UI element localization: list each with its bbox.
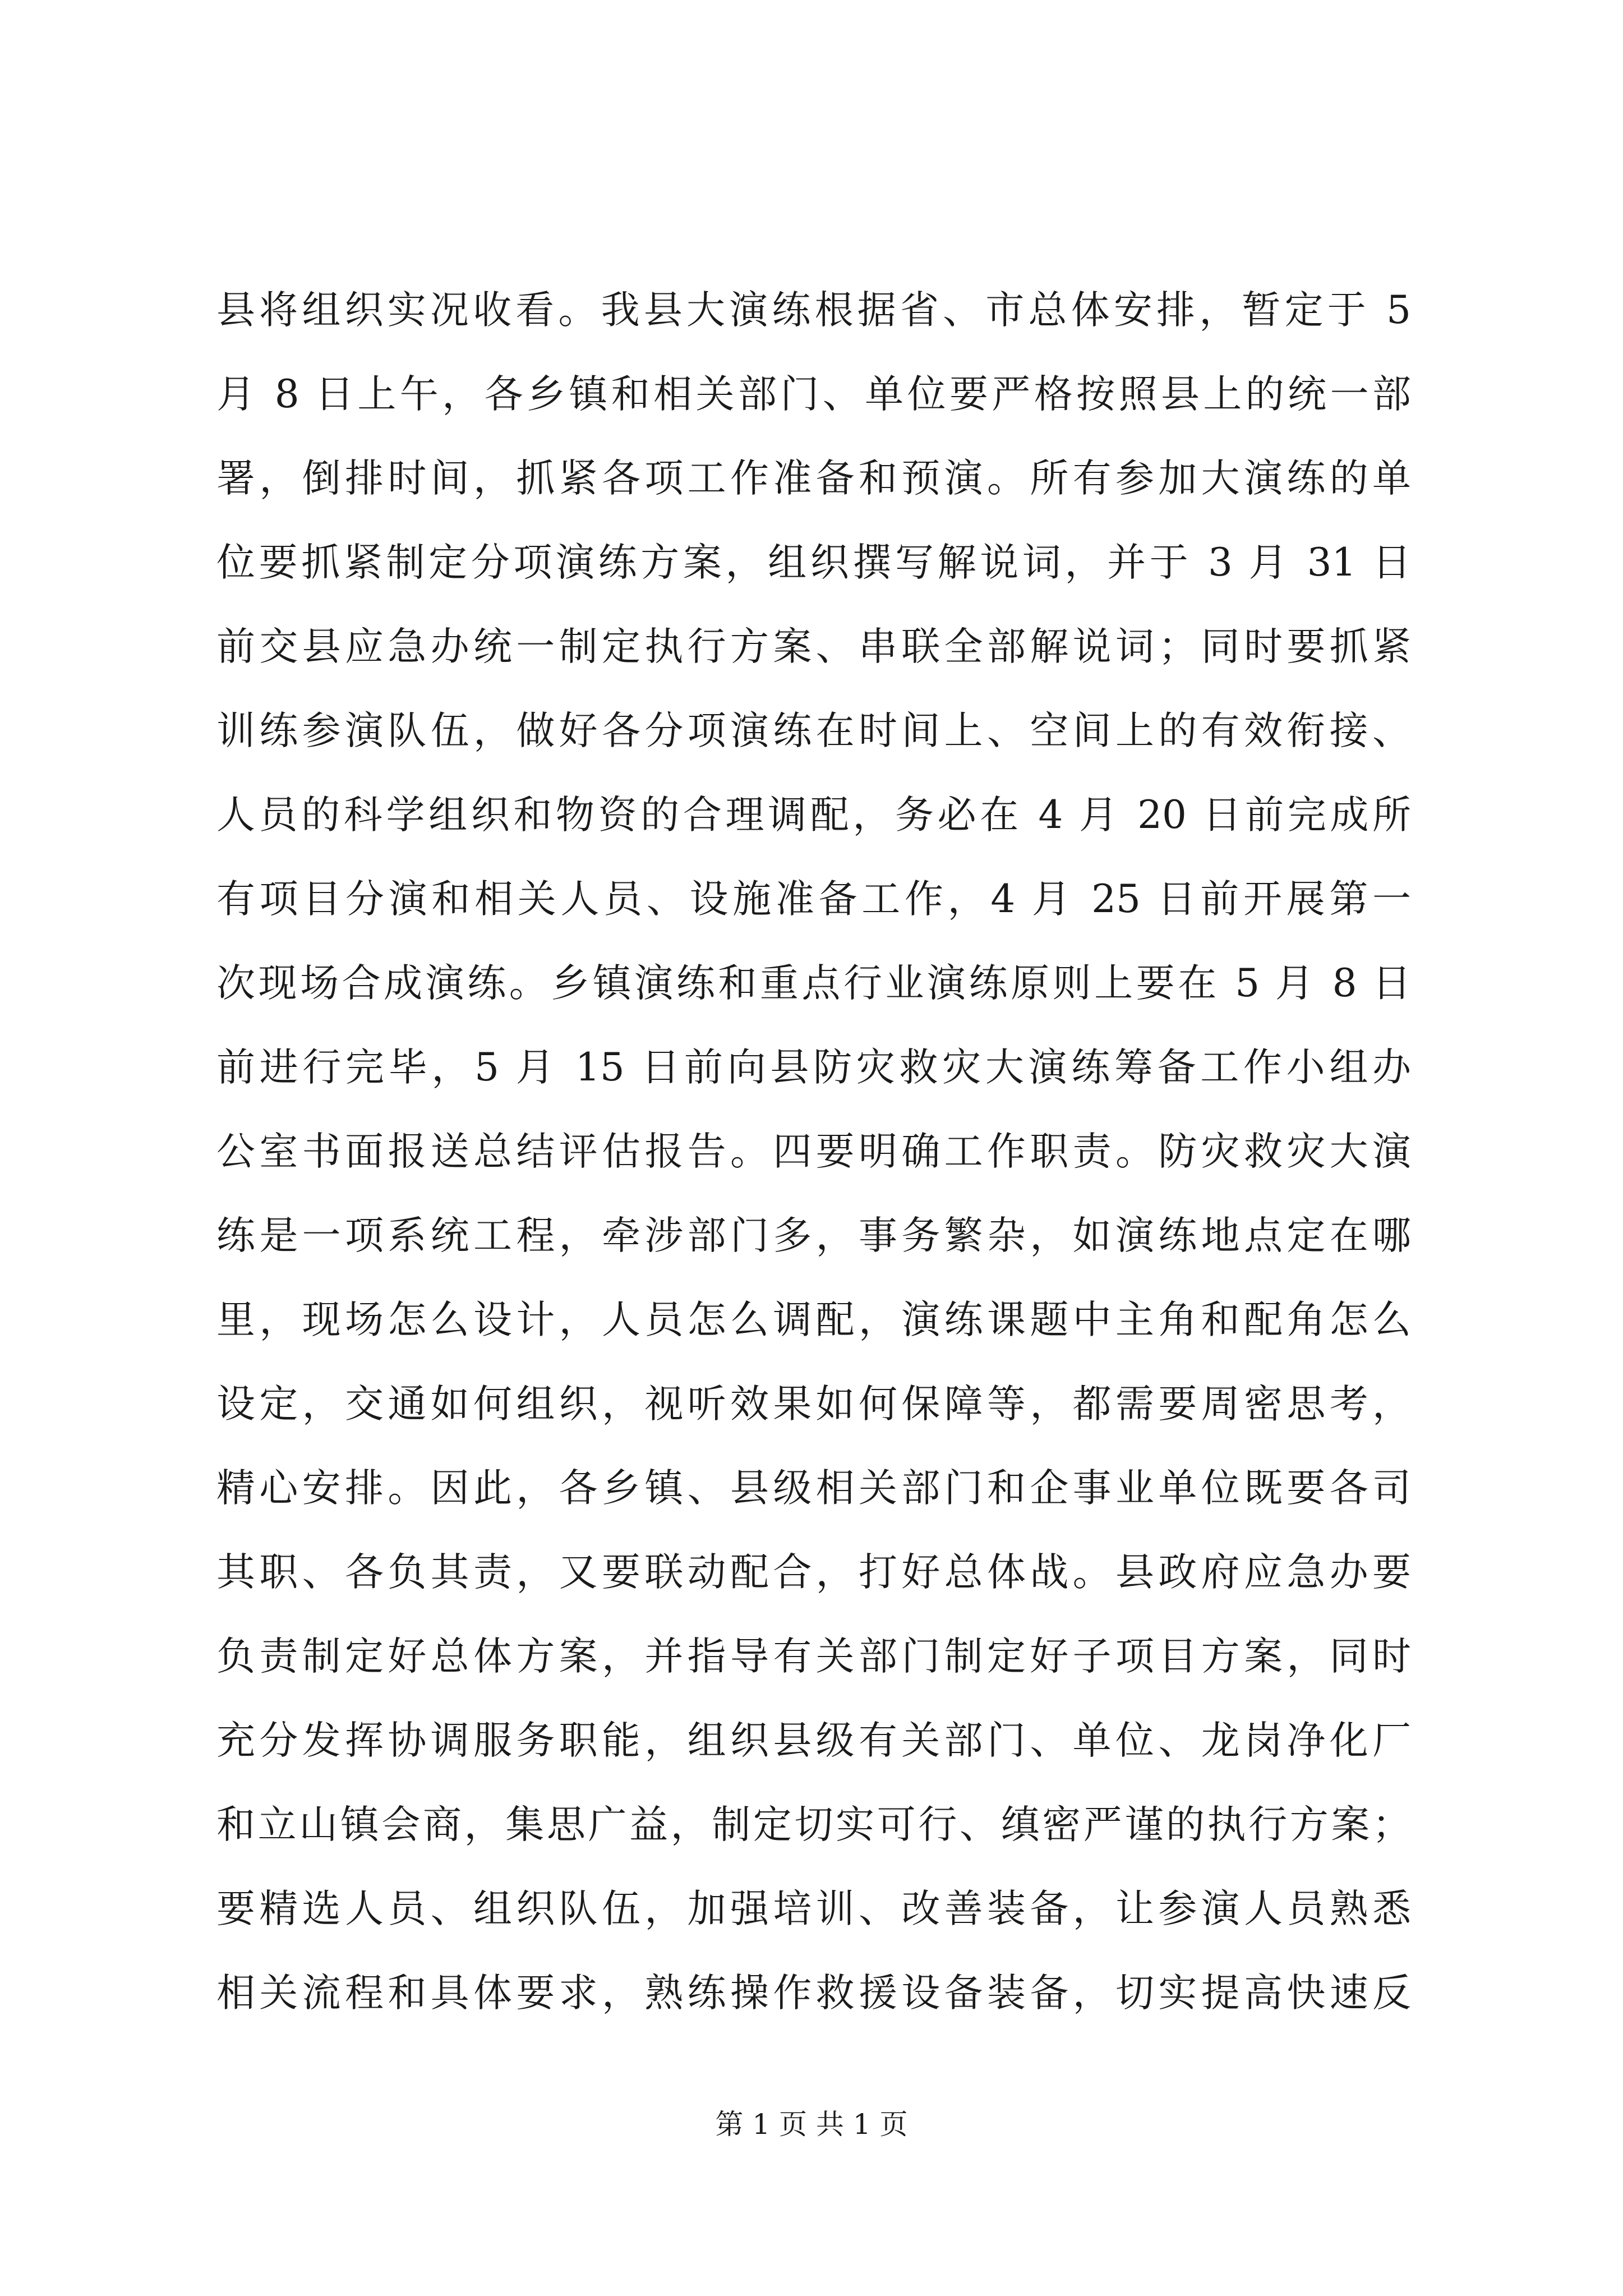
- text-line: 公室书面报送总结评估报告。四要明确工作职责。防灾救灾大演: [216, 1129, 1411, 1174]
- text-line: 前进行完毕，5 月 15 日前向县防灾救灾大演练筹备工作小组办: [216, 1045, 1411, 1090]
- text-line: 要精选人员、组织队伍，加强培训、改善装备，让参演人员熟悉: [216, 1887, 1411, 1931]
- page-number-footer: 第 1 页 共 1 页: [715, 2108, 908, 2141]
- text-line: 次现场合成演练。乡镇演练和重点行业演练原则上要在 5 月 8 日: [216, 961, 1411, 1006]
- text-line: 相关流程和具体要求，熟练操作救援设备装备，切实提高快速反: [216, 1971, 1411, 2016]
- text-line: 负责制定好总体方案，并指导有关部门制定好子项目方案，同时: [216, 1634, 1411, 1679]
- text-line: 精心安排。因此，各乡镇、县级相关部门和企事业单位既要各司: [216, 1466, 1411, 1511]
- text-line: 训练参演队伍，做好各分项演练在时间上、空间上的有效衔接、: [216, 708, 1411, 753]
- text-line: 县将组织实况收看。我县大演练根据省、市总体安排，暂定于 5: [216, 288, 1411, 333]
- text-line: 人员的科学组织和物资的合理调配，务必在 4 月 20 日前完成所: [216, 793, 1411, 838]
- text-line: 前交县应急办统一制定执行方案、串联全部解说词；同时要抓紧: [216, 624, 1411, 669]
- body-text: [216, 268, 1411, 2035]
- text-line: 位要抓紧制定分项演练方案，组织撰写解说词，并于 3 月 31 日: [216, 540, 1411, 585]
- text-line: 练是一项系统工程，牵涉部门多，事务繁杂，如演练地点定在哪: [216, 1213, 1411, 1258]
- text-line: 里，现场怎么设计，人员怎么调配，演练课题中主角和配角怎么: [216, 1297, 1411, 1342]
- text-line: 设定，交通如何组织，视听效果如何保障等，都需要周密思考，: [216, 1382, 1411, 1427]
- text-line: 和立山镇会商，集思广益，制定切实可行、缜密严谨的执行方案；: [216, 1802, 1411, 1847]
- text-line: 有项目分演和相关人员、设施准备工作，4 月 25 日前开展第一: [216, 877, 1411, 922]
- text-line: 充分发挥协调服务职能，组织县级有关部门、单位、龙岗净化厂: [216, 1718, 1411, 1763]
- text-line: 月 8 日上午，各乡镇和相关部门、单位要严格按照县上的统一部: [216, 372, 1411, 417]
- text-line: 署，倒排时间，抓紧各项工作准备和预演。所有参加大演练的单: [216, 456, 1411, 501]
- text-line: 其职、各负其责，又要联动配合，打好总体战。县政府应急办要: [216, 1550, 1411, 1595]
